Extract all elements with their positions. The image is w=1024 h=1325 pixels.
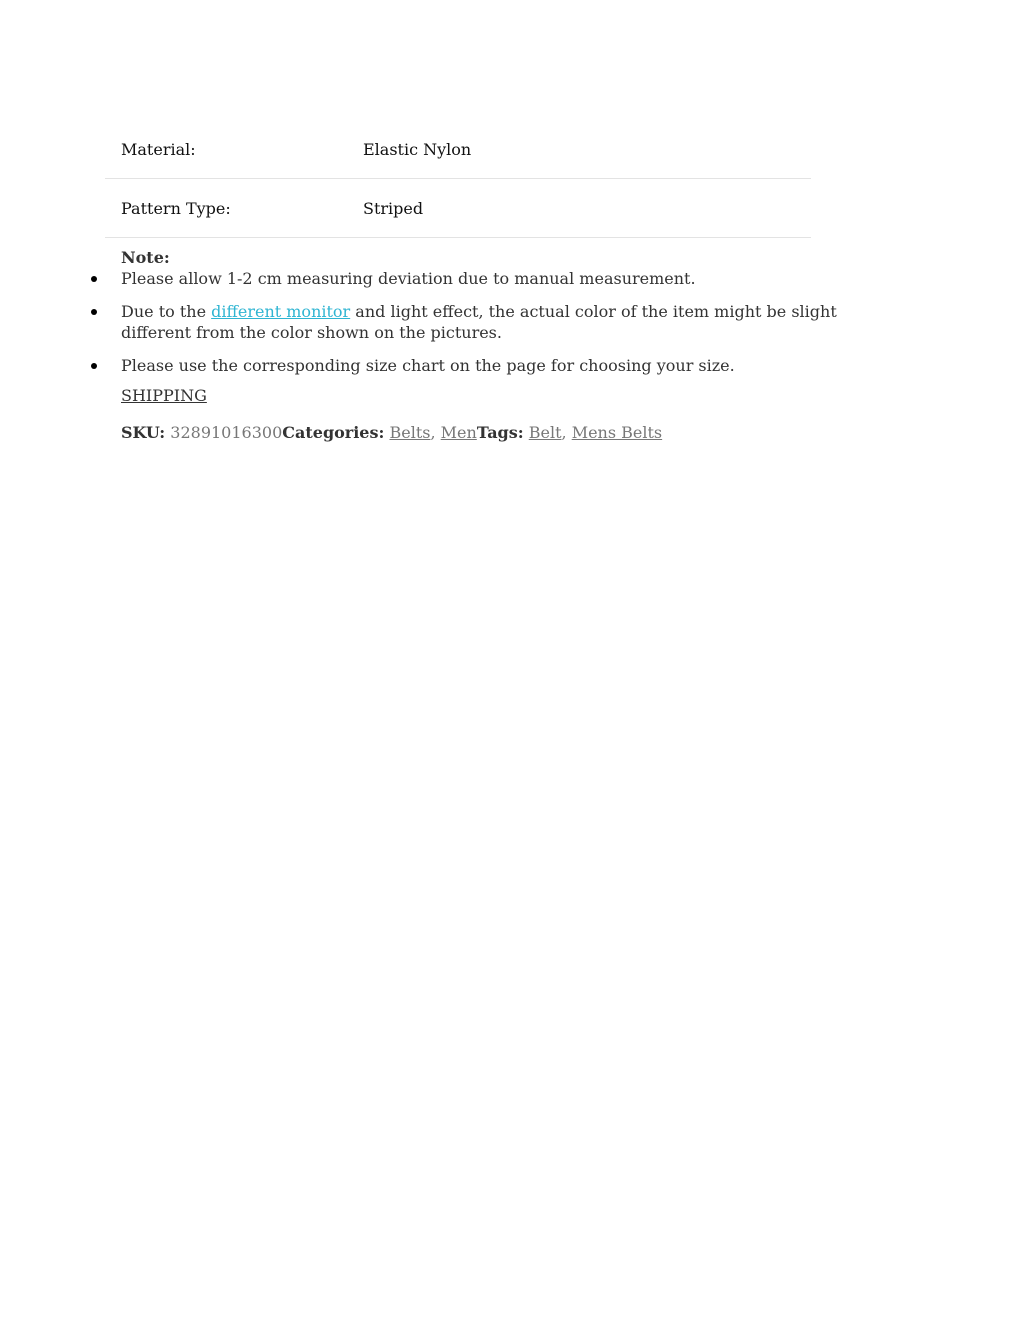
tag-link-mens-belts[interactable]: Mens Belts	[571, 423, 663, 442]
note-heading: Note:	[121, 248, 170, 267]
categories-label: Categories:	[282, 423, 385, 442]
spec-table	[105, 120, 811, 238]
note-text: Please allow 1-2 cm measuring deviation due to manual measurement.	[121, 269, 696, 288]
separator: ,	[430, 423, 441, 442]
note-item	[121, 355, 901, 376]
tag-link-belt[interactable]: Belt	[528, 423, 562, 442]
sku-label: SKU:	[121, 423, 166, 442]
notes-list	[121, 268, 901, 388]
product-meta	[121, 423, 662, 442]
note-text: Due to the	[121, 302, 212, 321]
spec-value: Elastic Nylon	[363, 139, 472, 159]
note-item	[121, 301, 901, 343]
note-text: and light effect, the actual color of the item might be slight different from the color shown on the pictures.	[121, 302, 837, 342]
category-link-belts[interactable]: Belts	[389, 423, 431, 442]
category-link-men[interactable]: Men	[440, 423, 477, 442]
spec-row-material	[105, 120, 811, 179]
separator: ,	[561, 423, 572, 442]
spec-value: Striped	[363, 198, 424, 218]
tags-label: Tags:	[476, 423, 524, 442]
shipping-link[interactable]: SHIPPING	[121, 386, 207, 405]
spec-row-pattern-type	[105, 179, 811, 238]
note-text: Please use the corresponding size chart on the page for choosing your size.	[121, 356, 735, 375]
note-item	[121, 268, 901, 289]
sku-value: 32891016300	[170, 423, 283, 442]
different-monitor-link[interactable]: different monitor	[211, 302, 351, 321]
spec-label: Material:	[121, 139, 196, 159]
spec-label: Pattern Type:	[121, 198, 231, 218]
